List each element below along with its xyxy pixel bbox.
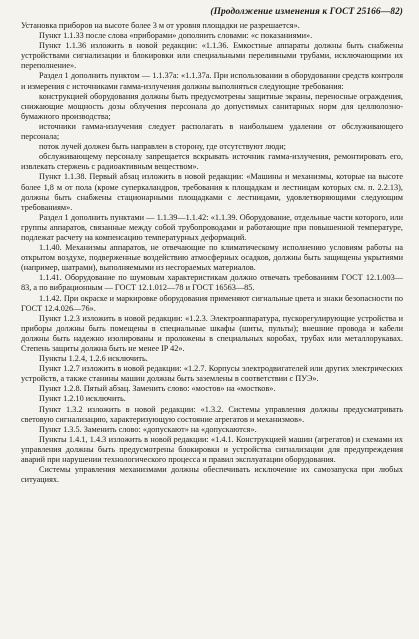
document-body xyxy=(21,21,403,485)
paragraph: Установка приборов на высоте более 3 м от уровня площадки не разрешается». xyxy=(21,21,300,30)
paragraph: 1.1.42. При окраске и маркировке оборудования применяют сигнальные цвета и знаки безопасности по ГОСТ 12.4.026—76». xyxy=(21,293,403,313)
paragraph: Раздел 1 дополнить пунктом — 1.1.37а: «1.1.37а. При использовании в оборудовании средств контроля и измерения с источниками гамма-излучения должны выполняться следующие требования: xyxy=(21,71,403,91)
page-header: (Продолжение изменения к ГОСТ 25166—82) xyxy=(210,7,403,17)
paragraph: Пункт 1.1.38. Первый абзац изложить в новой редакции: «Машины и механизмы, которые на высоте более 1,8 м от пола (кроме суперкаландров, требования к площадкам и лестницам которых см. п. 2.2.13), должны быть снабжены стационарными площадками с лестницами, удовлетворяющими следующим требованиям». xyxy=(21,172,403,212)
paragraph: Пункт 1.3.5. Заменить слово: «допускают» на «допускаются». xyxy=(39,424,257,434)
paragraph: Раздел 1 дополнить пунктами — 1.1.39—1.1.42: «1.1.39. Оборудование, отдельные части которого, или группы аппаратов, связанные между собой трубопроводами и работающие при повышенной температуре, подлежат расчету на компенсацию температурных деформаций. xyxy=(21,212,403,242)
paragraph: Пункт 1.1.33 после слова «приборами» дополнить словами: «с показаниями». xyxy=(39,31,313,41)
paragraph: обслуживающему персоналу запрещается вскрывать источник гамма-излучения, ремонтировать его, извлекать стержень с радиоактивным веществом». xyxy=(21,152,403,172)
paragraph: Пункты 1.2.4, 1.2.6 исключить. xyxy=(39,354,148,364)
paragraph: Пункт 1.2.7 изложить в новой редакции: «1.2.7. Корпусы электродвигателей или других электрических устройств, а также станины машин должны быть заземлены в соответствии с ПУЭ». xyxy=(21,364,403,384)
paragraph: Пункт 1.2.8. Пятый абзац. Заменить слово: «мостов» на «мостков». xyxy=(39,384,276,394)
paragraph: конструкцией оборудования должны быть предусмотрены защитные экраны, переносные ограждения, снижающие мощность дозы облучения персонала до допустимых санитарных норм для целлюлозно-бумажного производства; xyxy=(21,91,403,121)
paragraph: Пункт 1.2.10 исключить. xyxy=(39,394,126,404)
paragraph: источники гамма-излучения следует располагать в наибольшем удалении от обслуживающего персонала; xyxy=(21,121,403,142)
paragraph: Пункт 1.1.36 изложить в новой редакции: «1.1.36. Емкостные аппараты должны быть снабжены устройствами сигнализации и блокировки или специальными переливными трубами, исключающими их переполнение». xyxy=(21,41,403,71)
paragraph: Пункт 1.3.2 изложить в новой редакции: «1.3.2. Системы управления должны предусматривать световую сигнализацию, характеризующую состояние агрегатов и механизмов». xyxy=(21,404,403,424)
paragraph: Системы управления механизмами должны обеспечивать исключение их самозапуска при любых ситуациях. xyxy=(21,465,403,485)
paragraph: Пункт 1.2.3 изложить в новой редакции: «1.2.3. Электроаппаратура, пускорегулирующие устройства и приборы должны быть помещены в специальные шкафы (шиты, пульты); внешние провода и кабели должны быть надежно изолированы и проложены в специальных коробах, трубах или металлорукавах. Степень защиты должна быть не менее IP 42». xyxy=(21,313,403,353)
paragraph: Пункты 1.4.1, 1.4.3 изложить в новой редакции: «1.4.1. Конструкцией машин (агрегатов) и схемами их управления должны быть предусмотрены блокировки и устройства сигнализации для предупреждения аварий при нарушении технологического процесса и правил эксплуатации оборудования. xyxy=(21,434,403,465)
paragraph: 1.1.41. Оборудование по шумовым характеристикам должно отвечать требованиям ГОСТ 12.1.003—83, а по вибрационным — ГОСТ 12.1.012—78 и ГОСТ 16563—85. xyxy=(21,273,403,293)
paragraph: поток лучей должен быть направлен в сторону, где отсутствуют люди; xyxy=(39,142,286,152)
paragraph: 1.1.40. Механизмы аппаратов, не отвечающие по климатическому исполнению условиям работы на открытом воздухе, подверженные воздействию атмосферных осадков, должны быть защищены укрытиями (например, шатрами), выполняемыми из несгораемых материалов. xyxy=(21,243,403,273)
